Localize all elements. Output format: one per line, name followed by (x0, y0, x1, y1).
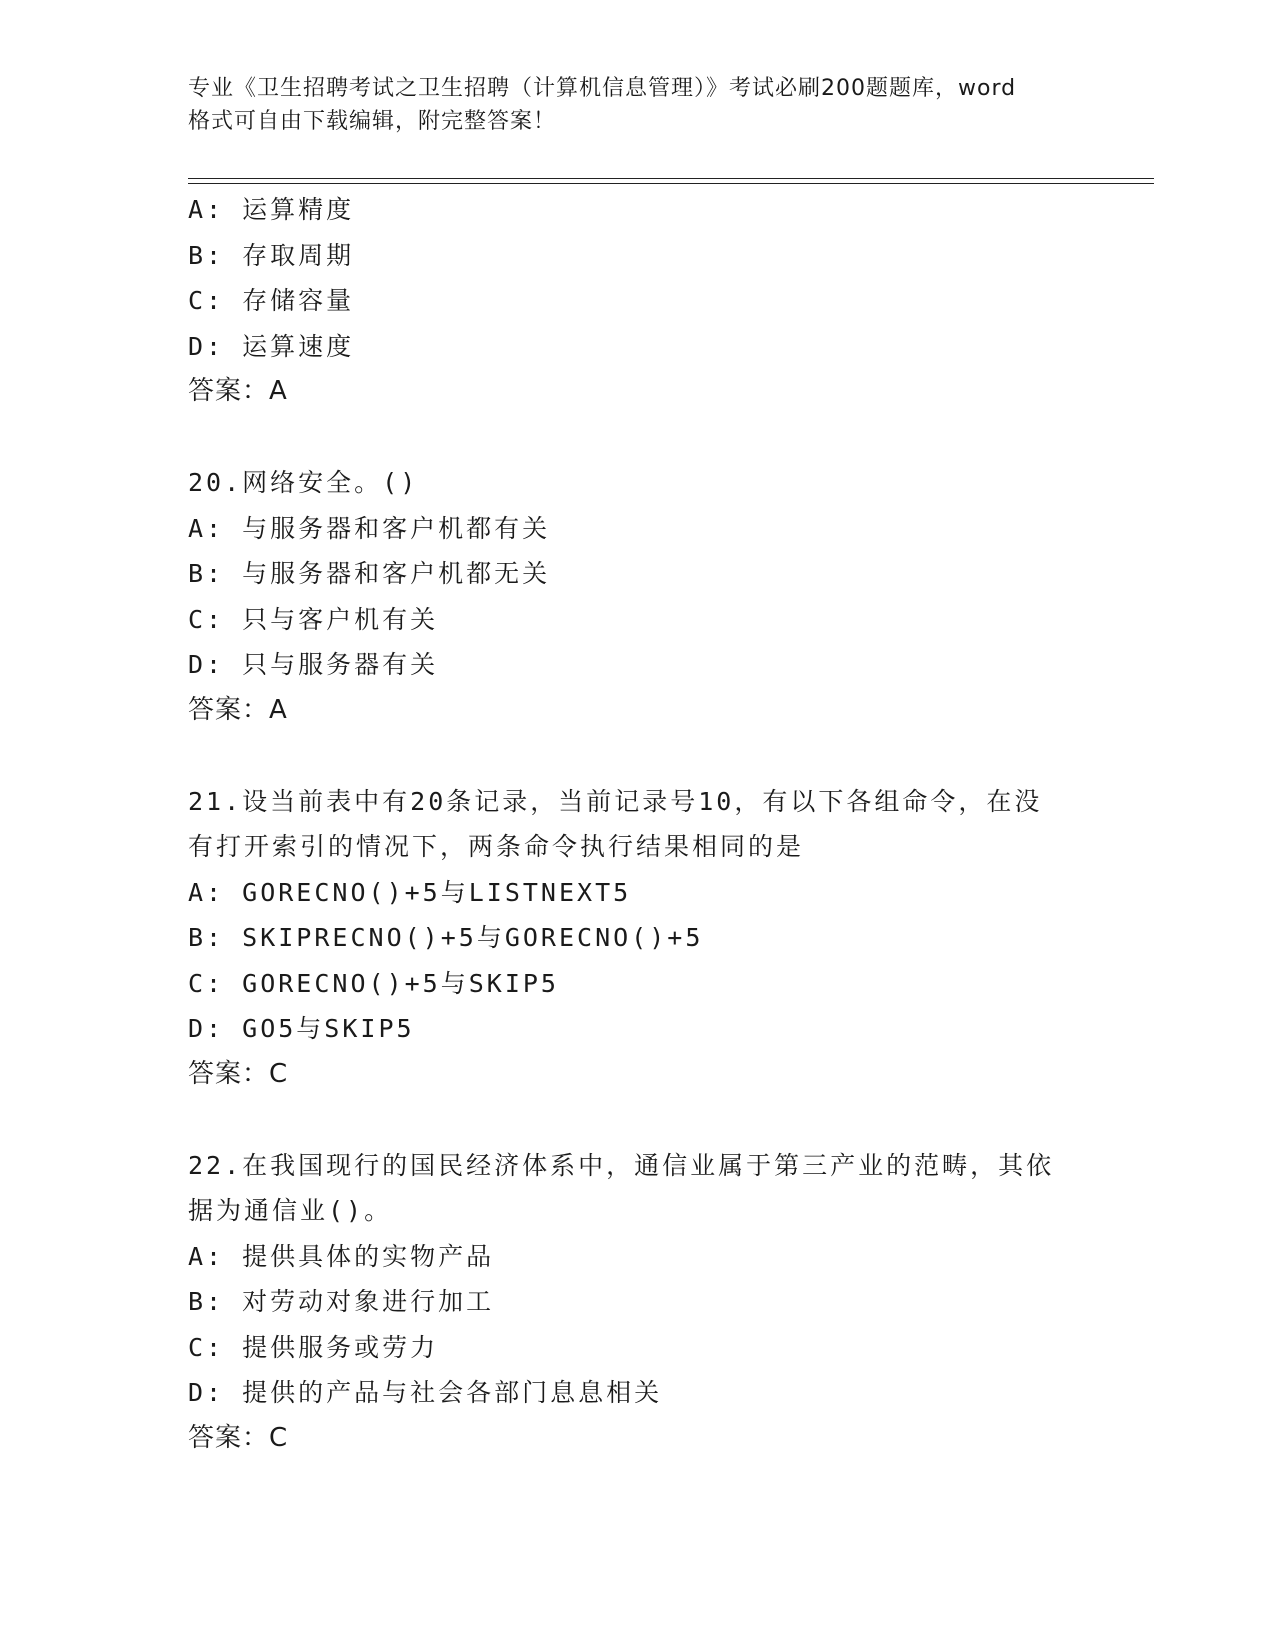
q21-option-b: B: SKIPRECNO()+5与GORECNO()+5 (188, 923, 704, 952)
question-spacer (188, 415, 1148, 461)
question-19 (188, 187, 1148, 415)
question-spacer (188, 1097, 1148, 1143)
q21-stem-line-1: 21.设当前表中有20条记录，当前记录号10，有以下各组命令，在没 (188, 786, 1043, 816)
q20-option-c: C: 只与客户机有关 (188, 604, 439, 634)
q21-stem-line-2: 有打开索引的情况下，两条命令执行结果相同的是 (188, 832, 805, 861)
q19-option-c: C: 存储容量 (188, 286, 355, 315)
q20-stem: 20.网络安全。() (188, 468, 419, 497)
header-divider-top (188, 178, 1154, 179)
q19-option-b: B: 存取周期 (188, 240, 355, 270)
q22-option-a: A: 提供具体的实物产品 (188, 1241, 495, 1271)
q19-answer: 答案：A (188, 376, 288, 406)
question-22 (188, 1143, 1148, 1462)
q19-option-a: A: 运算精度 (188, 195, 355, 224)
question-list (188, 187, 1148, 1461)
q20-option-a: A: 与服务器和客户机都有关 (188, 513, 551, 543)
q22-option-c: C: 提供服务或劳力 (188, 1332, 439, 1362)
q22-stem-line-1: 22.在我国现行的国民经济体系中，通信业属于第三产业的范畴，其依 (188, 1150, 1055, 1180)
q22-option-b: B: 对劳动对象进行加工 (188, 1287, 495, 1316)
q19-option-d: D: 运算速度 (188, 331, 355, 361)
q21-option-c: C: GORECNO()+5与SKIP5 (188, 968, 559, 998)
q20-answer: 答案：A (188, 694, 288, 725)
header-title-line-2: 格式可自由下载编辑，附完整答案！ (188, 109, 557, 134)
q20-option-d: D: 只与服务器有关 (188, 650, 439, 679)
q20-option-b: B: 与服务器和客户机都无关 (188, 559, 551, 588)
question-20 (188, 460, 1148, 733)
q22-answer: 答案：C (188, 1422, 289, 1453)
header-divider-bottom (188, 183, 1154, 184)
question-21 (188, 779, 1148, 1098)
q22-stem-line-2: 据为通信业()。 (188, 1196, 393, 1225)
q21-answer: 答案：C (188, 1058, 289, 1089)
q21-option-a: A: GORECNO()+5与LISTNEXT5 (188, 877, 632, 907)
q22-option-d: D: 提供的产品与社会各部门息息相关 (188, 1378, 663, 1407)
q21-option-d: D: GO5与SKIP5 (188, 1014, 415, 1043)
question-spacer (188, 733, 1148, 779)
document-header (188, 72, 1088, 138)
header-title-line-1: 专业《卫生招聘考试之卫生招聘（计算机信息管理）》考试必刷200题题库，word (188, 76, 1017, 101)
